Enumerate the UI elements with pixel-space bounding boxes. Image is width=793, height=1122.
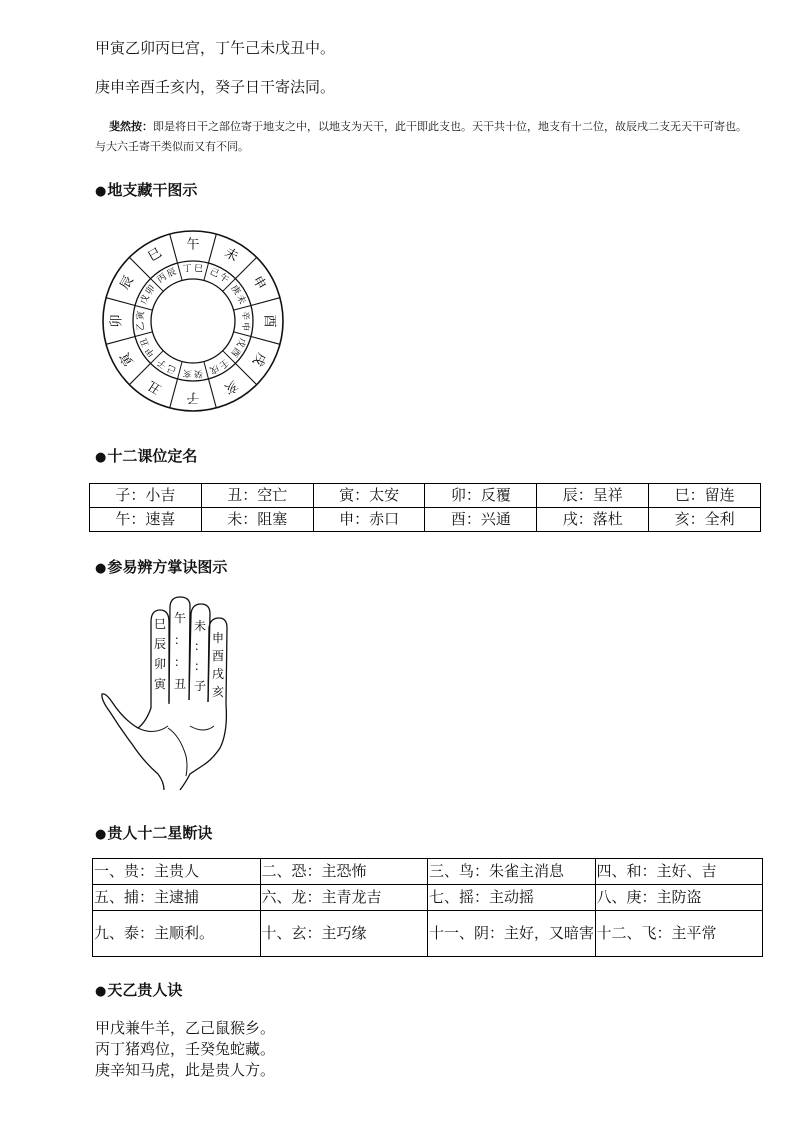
wheel-outer-divider bbox=[251, 337, 280, 345]
wheel-stem-label: 庚 bbox=[228, 283, 242, 297]
wheel-stem-label: 己 bbox=[208, 267, 221, 280]
table-cell: 七、摇：主动摇 bbox=[428, 885, 596, 911]
table-row bbox=[93, 885, 763, 911]
wheel-inner-divider bbox=[178, 362, 183, 379]
hand-finger-label: 酉 bbox=[211, 649, 225, 663]
wheel-branch-label: 卯 bbox=[144, 283, 158, 297]
wheel-outer-divider bbox=[170, 379, 178, 408]
intro-line-2: 庚申辛酉壬亥内，癸子日干寄法同。 bbox=[95, 78, 336, 96]
table-cell: 十、玄：主巧缘 bbox=[260, 911, 428, 957]
table-cell: 寅：太安 bbox=[313, 484, 425, 508]
wheel-inner-divider bbox=[234, 332, 251, 337]
verse-line: 丙丁猪鸡位，壬癸兔蛇藏。 bbox=[95, 1040, 276, 1058]
palm-edge-outline bbox=[180, 704, 226, 790]
table-cell: 二、恐：主恐怖 bbox=[260, 859, 428, 885]
wheel-outer-label: 卯 bbox=[109, 314, 125, 328]
wheel-inner-divider bbox=[135, 332, 152, 337]
hand-finger-label: ： bbox=[193, 659, 207, 673]
thumb-outline bbox=[102, 694, 164, 790]
table-cell: 戌：落杜 bbox=[537, 508, 649, 532]
palm-reckoning-hand-diagram bbox=[98, 596, 248, 792]
hand-finger-label: 申 bbox=[211, 631, 225, 645]
table-cell: 八、庚：主防盗 bbox=[595, 885, 763, 911]
bullet-icon: ● bbox=[95, 827, 107, 842]
wheel-inner-divider bbox=[204, 263, 209, 280]
wheel-stem-label: 乙 bbox=[135, 321, 147, 332]
bullet-icon: ● bbox=[95, 450, 107, 465]
heading-text: 贵人十二星断诀 bbox=[107, 824, 213, 842]
wheel-outer-label: 巳 bbox=[145, 245, 165, 265]
table-cell: 巳：留连 bbox=[649, 484, 761, 508]
wheel-branch-label: 申 bbox=[239, 321, 251, 332]
wheel-outer-divider bbox=[209, 379, 217, 408]
heading-text: 十二课位定名 bbox=[107, 447, 198, 465]
hand-finger-label: 午 bbox=[173, 611, 187, 625]
table-cell: 丑：空亡 bbox=[201, 484, 313, 508]
wheel-outer-divider bbox=[235, 257, 256, 278]
table-cell: 辰：呈祥 bbox=[537, 484, 649, 508]
wheel-outer-divider bbox=[129, 257, 150, 278]
heading-text: 参易辨方掌诀图示 bbox=[107, 558, 228, 576]
table-cell: 三、鸟：朱雀主消息 bbox=[428, 859, 596, 885]
verse-line: 庚辛知马虎，此是贵人方。 bbox=[95, 1061, 276, 1079]
wheel-branch-label: 未 bbox=[234, 293, 247, 306]
wheel-outer-divider bbox=[129, 363, 150, 384]
wheel-outer-label: 酉 bbox=[261, 314, 277, 328]
table-cell: 五、捕：主逮捕 bbox=[93, 885, 261, 911]
table-cell: 十二、飞：主平常 bbox=[595, 911, 763, 957]
wheel-stem-label: 丁 bbox=[182, 263, 193, 275]
heading-text: 天乙贵人诀 bbox=[107, 981, 183, 999]
wheel-outer-label: 戌 bbox=[249, 349, 269, 369]
hand-finger-label: 丑 bbox=[173, 677, 187, 691]
wheel-stem-label: 壬 bbox=[217, 356, 231, 370]
wheel-branch-label: 午 bbox=[217, 272, 231, 286]
hand-finger-label: ： bbox=[193, 639, 207, 653]
wheel-branch-label: 辰 bbox=[165, 267, 178, 280]
wheel-stem-label: 戊 bbox=[234, 336, 247, 349]
wheel-inner-divider bbox=[204, 362, 209, 379]
palm-crease bbox=[168, 728, 187, 776]
hand-finger-label: 戌 bbox=[211, 667, 225, 681]
section-heading-hand bbox=[95, 556, 227, 577]
table-cell: 六、龙：主青龙吉 bbox=[260, 885, 428, 911]
section-heading-wheel bbox=[95, 179, 197, 200]
palm-crease bbox=[138, 726, 168, 732]
table-row bbox=[93, 859, 763, 885]
table-cell: 卯：反覆 bbox=[425, 484, 537, 508]
wheel-outer-label: 子 bbox=[186, 389, 200, 405]
wheel-inner-divider bbox=[234, 306, 251, 311]
noble-twelve-stars-table bbox=[92, 858, 763, 957]
section-heading-stars bbox=[95, 822, 212, 843]
section-heading-tianyi bbox=[95, 979, 182, 1000]
heading-text: 地支藏干图示 bbox=[107, 181, 198, 199]
wheel-outer-divider bbox=[235, 363, 256, 384]
table-cell: 四、和：主好、吉 bbox=[595, 859, 763, 885]
table-row bbox=[90, 484, 761, 508]
wheel-stem-label: 辛 bbox=[239, 310, 251, 321]
wheel-outer-label: 寅 bbox=[117, 349, 137, 369]
wheel-branch-label: 亥 bbox=[182, 367, 193, 379]
wheel-outer-label: 未 bbox=[221, 245, 241, 265]
verse-line: 甲戊兼牛羊，乙己鼠猴乡。 bbox=[95, 1019, 276, 1037]
table-cell: 十一、阴：主好，又暗害 bbox=[428, 911, 596, 957]
palm-crease bbox=[190, 726, 214, 730]
hand-finger-label: 子 bbox=[193, 679, 207, 693]
hand-finger-label: 寅 bbox=[153, 677, 167, 691]
wheel-inner-divider bbox=[135, 306, 152, 311]
wheel-inner-divider bbox=[178, 263, 183, 280]
branch-stem-wheel-diagram bbox=[100, 228, 286, 414]
wheel-outer-label: 午 bbox=[186, 237, 200, 253]
hand-finger-label: ： bbox=[173, 633, 187, 647]
table-cell: 未：阻塞 bbox=[201, 508, 313, 532]
note-label: 斐然按： bbox=[109, 120, 153, 133]
wheel-outer-divider bbox=[209, 234, 217, 263]
wheel-inner-ring bbox=[151, 279, 235, 363]
hand-finger-label: ： bbox=[173, 655, 187, 669]
hand-finger-label: 未 bbox=[193, 619, 207, 633]
wheel-branch-label: 酉 bbox=[228, 345, 242, 359]
wheel-branch-label: 巳 bbox=[193, 263, 204, 275]
table-cell: 一、贵：主贵人 bbox=[93, 859, 261, 885]
table-row bbox=[93, 911, 763, 957]
bullet-icon: ● bbox=[95, 984, 107, 999]
hand-finger-label: 巳 bbox=[153, 617, 167, 631]
wheel-branch-label: 寅 bbox=[135, 310, 147, 321]
table-cell: 亥：全利 bbox=[649, 508, 761, 532]
wheel-stem-label: 癸 bbox=[193, 367, 204, 379]
section-heading-lessons bbox=[95, 445, 197, 466]
table-cell: 子：小吉 bbox=[90, 484, 202, 508]
bullet-icon: ● bbox=[95, 561, 107, 576]
table-row bbox=[90, 508, 761, 532]
wheel-outer-divider bbox=[106, 298, 135, 306]
wheel-stem-label: 丙 bbox=[155, 272, 169, 286]
hand-finger-label: 亥 bbox=[211, 685, 225, 699]
author-note bbox=[95, 117, 755, 157]
wheel-stem-label: 己 bbox=[165, 362, 178, 375]
note-text: 即是将日干之部位寄于地支之中，以地支为天干，此干即此支也。天干共十位，地支有十二位，故辰戌二支无天干可寄也。与大六壬寄干类似而又有不同。 bbox=[95, 120, 747, 153]
hand-finger-label: 辰 bbox=[153, 637, 167, 651]
wheel-outer-divider bbox=[170, 234, 178, 263]
wheel-outer-label: 亥 bbox=[221, 377, 241, 397]
bullet-icon: ● bbox=[95, 184, 107, 199]
wheel-outer-divider bbox=[251, 298, 280, 306]
wheel-branch-label: 丑 bbox=[139, 336, 152, 349]
lesson-names-table bbox=[89, 483, 761, 532]
hand-finger-label: 卯 bbox=[153, 657, 167, 671]
wheel-outer-divider bbox=[106, 337, 135, 345]
wheel-branch-label: 子 bbox=[155, 356, 169, 370]
wheel-branch-label: 戌 bbox=[208, 362, 221, 375]
intro-line-1: 甲寅乙卯丙巳宫，丁午己未戊丑中。 bbox=[95, 39, 336, 57]
wheel-outer-label: 申 bbox=[249, 273, 269, 293]
wheel-outer-label: 辰 bbox=[117, 273, 137, 293]
tianyi-verse bbox=[95, 1018, 275, 1081]
table-cell: 午：速喜 bbox=[90, 508, 202, 532]
wheel-stem-label: 戊 bbox=[139, 293, 152, 306]
wheel-outer-label: 丑 bbox=[145, 377, 165, 397]
table-cell: 申：赤口 bbox=[313, 508, 425, 532]
table-cell: 酉：兴通 bbox=[425, 508, 537, 532]
table-cell: 九、泰：主顺利。 bbox=[93, 911, 261, 957]
wheel-stem-label: 甲 bbox=[144, 345, 158, 359]
